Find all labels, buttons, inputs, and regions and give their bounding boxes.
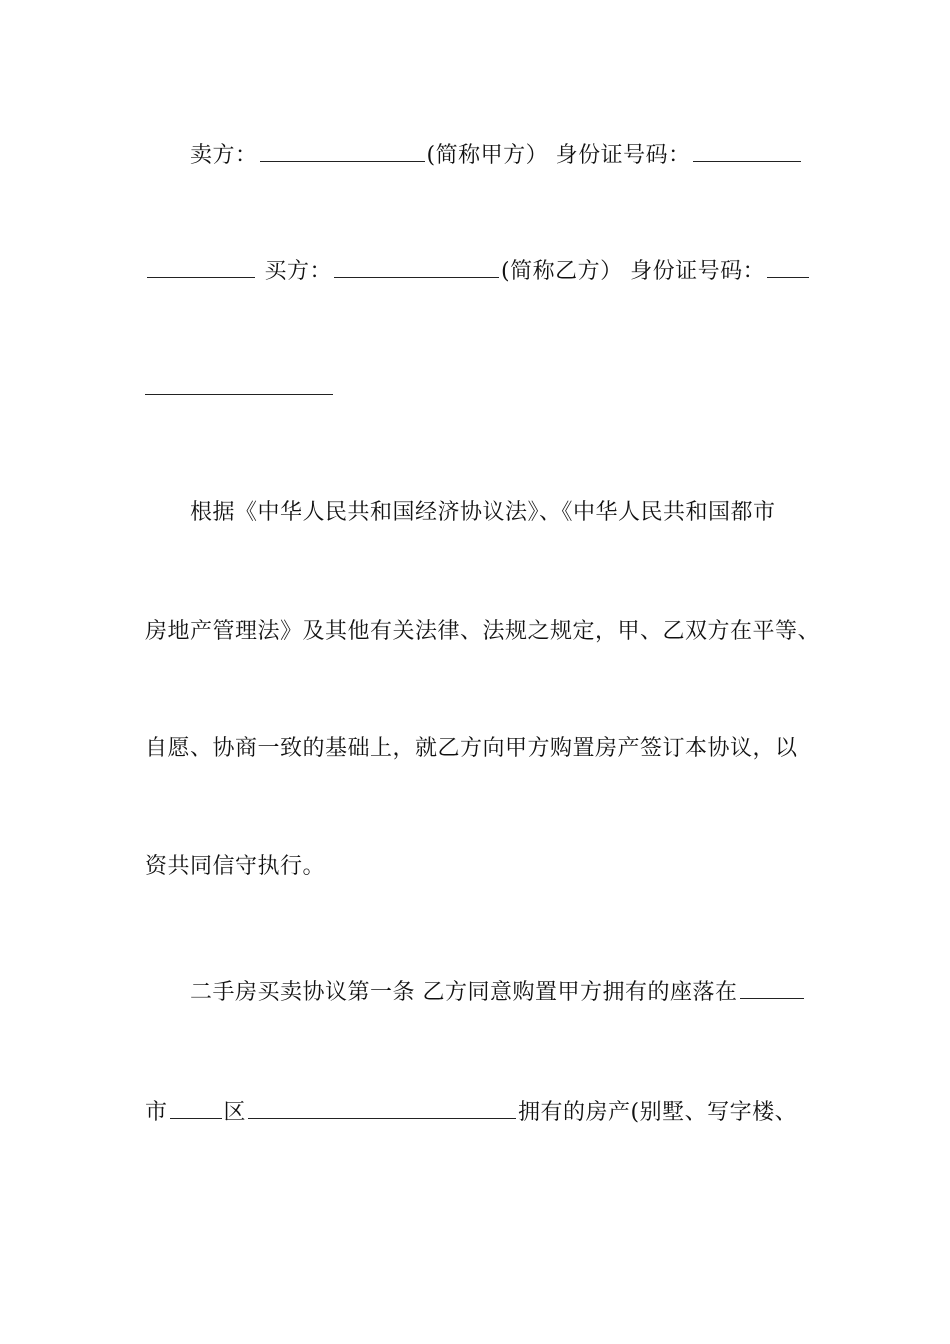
property-type-text: 拥有的房产(别墅、写字楼、 xyxy=(518,1100,798,1125)
article-one-line xyxy=(145,972,810,1012)
city-label: 市 xyxy=(145,1100,168,1125)
paragraph-line: 自愿、协商一致的基础上，就乙方向甲方购置房产签订本协议，以 xyxy=(145,736,798,761)
seller-id-label: 身份证号码： xyxy=(555,143,691,168)
seller-label: 卖方： xyxy=(190,143,258,168)
buyer-name-blank xyxy=(334,251,499,278)
seller-name-blank xyxy=(260,135,425,162)
buyer-id-label: 身份证号码： xyxy=(630,259,766,284)
seller-line xyxy=(145,135,810,175)
article-one-text: 二手房买卖协议第一条 乙方同意购置甲方拥有的座落在 xyxy=(190,980,738,1005)
seller-id-blank-cont xyxy=(147,251,255,278)
buyer-id-continuation xyxy=(145,368,810,408)
seller-id-blank xyxy=(693,135,801,162)
buyer-line xyxy=(145,251,810,291)
district-label: 区 xyxy=(223,1100,247,1125)
paragraph-line: 房地产管理法》及其他有关法律、法规之规定，甲、乙双方在平等、 xyxy=(145,619,821,644)
paragraph-line: 资共同信守执行。 xyxy=(145,854,326,879)
city-blank xyxy=(170,1092,222,1119)
location-blank xyxy=(740,972,804,999)
paragraph-line: 根据《中华人民共和国经济协议法》、《中华人民共和国都市 xyxy=(190,500,776,525)
seller-abbr: (简称甲方） xyxy=(426,143,549,168)
address-line xyxy=(145,1092,810,1132)
buyer-id-blank-cont xyxy=(145,368,333,395)
buyer-label: 买方： xyxy=(264,259,333,284)
buyer-id-blank xyxy=(767,251,809,278)
address-blank xyxy=(248,1092,516,1119)
buyer-abbr: (简称乙方） xyxy=(501,259,623,284)
